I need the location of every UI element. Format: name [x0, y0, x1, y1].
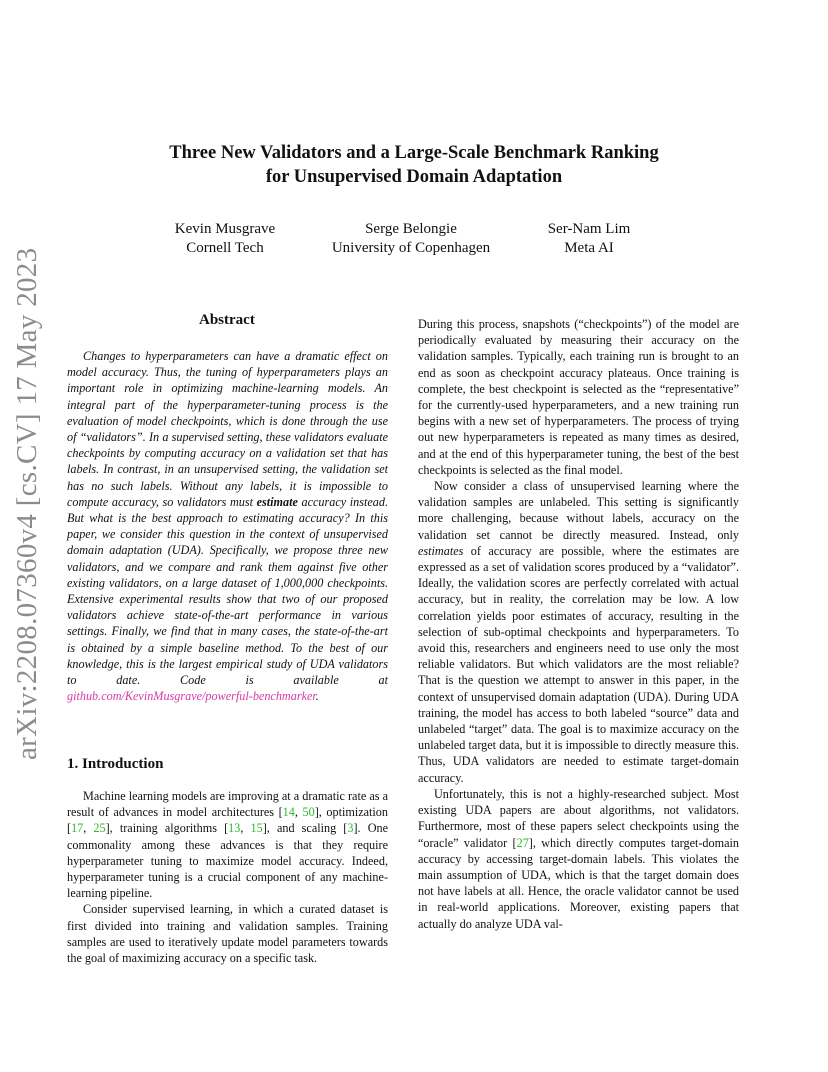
intro-body: [67, 788, 388, 966]
abstract-body: [67, 348, 388, 704]
body-paragraph: During this process, snapshots (“checkpoints”) of the model are periodically evaluated by measuring their accuracy on the validation samples. Typically, each training run is brought to an end as soon as checkpoint accuracy plateaus. Once training is complete, the best checkpoint is selected as the “representative” for the currently-used hyperparameters, and a new training run begins with a new set of hyperparameters. The process of trying out new hyperparameters is repeated as many times as desired, and at the end of this hyperparameter tuning, the best of the best checkpoints is selected as the final model.: [418, 317, 739, 477]
citation-link[interactable]: 15: [250, 821, 263, 836]
citation-link[interactable]: 17: [71, 821, 84, 836]
intro-paragraph: Consider supervised learning, in which a curated dataset is first divided into training and validation samples. Training samples are used to iteratively update model parameters towards the goal of maximizing accuracy on a specific task.: [67, 902, 388, 966]
title-line-2: for Unsupervised Domain Adaptation: [265, 167, 563, 187]
body-paragraph: [418, 786, 739, 932]
text: Now consider a class of unsupervised learning where the validation samples are unlabeled. This setting is significantly more challenging, because without labels, accuracy on the validation set cannot be directly measured. Instead, only: [418, 479, 739, 542]
body-paragraph: [418, 478, 739, 786]
author-name: Serge Belongie: [365, 221, 457, 237]
text: ], and scaling [: [262, 821, 348, 836]
text: ]. One commonality among these advances is that they require hyperparameter tuning to maximize model accuracy. Indeed, hyperparameter tuning is a crucial component of any machine-learning pipeline.: [67, 821, 388, 901]
title-line-1: Three New Validators and a Large-Scale Benchmark Ranking: [169, 143, 659, 163]
citation-link[interactable]: 3: [347, 821, 354, 836]
author-2: [311, 220, 511, 258]
author-affiliation: Meta AI: [564, 240, 614, 256]
abstract-end: .: [315, 689, 319, 704]
intro-paragraph: Machine learning models are improving at a dramatic rate as a result of advances in model architectures [14, 50], optimization [17, 25], training algorithms [13, 15], and scaling [3]. One commonality among these advances is that they require hyperparameter tuning to maximize model accuracy. Indeed, hyperparameter tuning is a crucial component of any machine-learning pipeline.: [67, 789, 388, 901]
text: ], optimization [: [67, 805, 388, 836]
text: Unfortunately, this is not a highly-researched subject. Most existing UDA papers are about algorithms, not validators. Furthermore, most of these papers select checkpoints using the “oracle” validator [: [418, 786, 739, 850]
author-3: [489, 220, 689, 258]
author-name: Ser-Nam Lim: [547, 221, 631, 237]
code-link[interactable]: github.com/KevinMusgrave/powerful-benchmarker: [67, 689, 316, 704]
citation-link[interactable]: 14: [282, 805, 295, 820]
author-affiliation: Cornell Tech: [186, 240, 264, 256]
emphasis: estimates: [418, 543, 464, 558]
right-column: [418, 316, 739, 932]
author-name: Kevin Musgrave: [174, 221, 276, 237]
citation-link[interactable]: 13: [228, 821, 241, 836]
citation-link[interactable]: 50: [302, 805, 315, 820]
citation-link[interactable]: 27: [516, 835, 529, 850]
text: ], training algorithms [: [105, 821, 229, 836]
author-1: [125, 220, 325, 258]
abstract-heading: Abstract: [199, 312, 255, 328]
paper-title: [0, 141, 828, 189]
author-affiliation: University of Copenhagen: [331, 240, 491, 256]
abstract-text: accuracy instead. But what is the best approach to estimating accuracy? In this paper, we consider this question in the context of unsupervised domain adaptation (UDA). Specifically, we propose three new validators, and we compare and rank them against five other existing validators, on a large dataset of 1,000,000 checkpoints. Extensive experimental results show that two of our proposed validators achieve state-of-the-art performance in various settings. Finally, we find that in many cases, the state-of-the-art is obtained by a simple baseline method. To the best of our knowledge, this is the largest empirical study of UDA validators to date. Code is available at: [67, 494, 388, 688]
abstract-text: Changes to hyperparameters can have a dramatic effect on model accuracy. Thus, the tuning of hyperparameters plays an important role in optimizing machine-learning models. An integral part of the hyperparameter-tuning process is the evaluation of model checkpoints, which is done through the use of “validators”. In a supervised setting, these validators evaluate checkpoints by computing accuracy on a validation set that has labels. In contrast, in an unsupervised setting, the validation set has no such labels. Without any labels, it is impossible to compute accuracy, so validators must: [67, 349, 388, 509]
section-heading: 1. Introduction: [67, 756, 164, 772]
text: ], which directly computes target-domain accuracy by accessing target-domain labels. This violates the main assumption of UDA, which is that the target domain does not have labels at all. Hence, the oracle validator cannot be used in real-world applications. Moreover, existing papers that actually do analyze UDA val-: [418, 835, 739, 931]
text: of accuracy are possible, where the estimates are expressed as a set of validation scores produced by a “validator”. Ideally, the validation scores are perfectly correlated with actual accuracy, but in reality, the correlation may be low. A low correlation yields poor estimates of accuracy, resulting in the selection of sub-optimal checkpoints and hyperparameters. To avoid this, researchers and engineers need to use only the most reliable validators. But which validators are the most reliable? That is the question we attempt to answer in this paper, in the context of unsupervised domain adaptation (UDA). During UDA training, the model has access to both labeled “source” data and unlabeled “target” data. The goal is to maximize accuracy on the unlabeled target data, but it is impossible to directly measure this. Thus, UDA validators are needed to estimate target-domain accuracy.: [418, 543, 739, 785]
arxiv-stamp: arXiv:2208.07360v4 [cs.CV] 17 May 2023: [11, 247, 43, 760]
abstract-emphasis: estimate: [256, 494, 298, 509]
text: Machine learning models are improving at a dramatic rate as a result of advances in model architectures [: [67, 789, 388, 820]
citation-link[interactable]: 25: [93, 821, 106, 836]
